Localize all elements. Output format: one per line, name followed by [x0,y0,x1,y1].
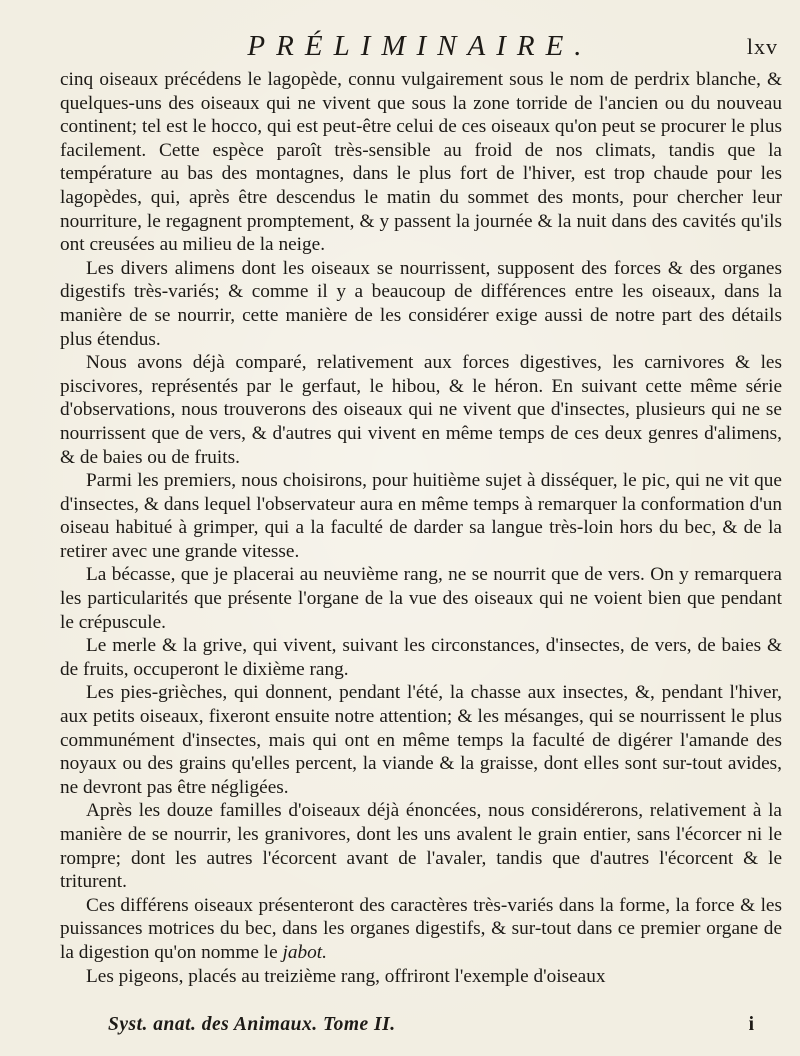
paragraph-9-italic-term: jabot. [282,941,327,963]
signature-mark: i [748,1014,754,1035]
signature-line: Syst. anat. des Animaux. Tome II. [108,1014,396,1035]
page-header [60,32,780,62]
paragraph-9-text: Ces différens oiseaux présenteront des caractères très-variés dans la forme, la force & les puissances motrices du bec, dans les organes digestifs, & sur-tout dans ce premier organe de la digestion qu'on nomme le [60,894,782,963]
paragraph-5: La bécasse, que je placerai au neuvième rang, ne se nourrit que de vers. On y remarquera les particularités que présente l'organe de la vue des oiseaux qui ne voient bien que pendant le crépuscule. [60,564,782,633]
paragraph-3: Nous avons déjà comparé, relativement aux forces digestives, les carnivores & les piscivores, représentés par le gerfaut, le hibou, & le héron. En suivant cette même série d'observations, nous trouverons des oiseaux qui ne vivent que d'insectes, plusieurs qui ne se nourrissent que de vers, & d'autres qui vivent en même temps de ces deux genres d'alimens, & de baies ou de fruits. [60,352,782,468]
paragraph-2: Les divers alimens dont les oiseaux se nourrissent, supposent des forces & des organes digestifs très-variés; & comme il y a beaucoup de différences entre les oiseaux, dans la manière de se nourrir, cette manière de les considérer exige aussi de notre part des détails plus étendus. [60,257,782,350]
paragraph-6: Le merle & la grive, qui vivent, suivant les circonstances, d'insectes, de vers, de baies & de fruits, occuperont le dixième rang. [60,635,782,680]
paragraph-8: Après les douze familles d'oiseaux déjà énoncées, nous considérerons, relativement à la manière de se nourrir, les granivores, dont les uns avalent le grain entier, sans l'écorcer ni le rompre; dont les autres l'écorcent avant de l'avaler, tandis que d'autres l'écorcent & le triturent. [60,800,782,893]
running-title: PRÉLIMINAIRE. [247,30,593,62]
paragraph-1: cinq oiseaux précédens le lagopède, connu vulgairement sous le nom de perdrix blanche, & quelques-uns des oiseaux qui ne vivent que sous la zone torride de l'ancien ou du nouveau continent; tel est le hocco, qui est peut-être celui de ces oiseaux qu'on peut se procurer le plus facilement. Cette espèce paroît très-sensible au froid de nos climats, tandis que la température au bas des montagnes, dans le plus fort de l'hiver, est trop chaude pour les lagopèdes, qui, après être descendus le matin du sommet des monts, pour chercher leur nourriture, le regagnent promptement, & y passent la journée & la nuit dans des cavités qu'ils ont creusées au milieu de la neige. [60,69,782,256]
page-footer [60,1014,782,1042]
page-number: lxv [746,34,778,59]
paragraph-10: Les pigeons, placés au treizième rang, offriront l'exemple d'oiseaux [86,965,606,987]
paragraph-4: Parmi les premiers, nous choisirons, pour huitième sujet à disséquer, le pic, qui ne vit que d'insectes, & dans lequel l'observateur aura en même temps à remarquer la conformation d'un oiseau habitué à grimper, qui a la faculté de darder sa langue très-loin hors du bec, & de la retirer avec une grande vitesse. [60,470,782,562]
paragraph-9 [60,894,782,965]
body-text [60,68,782,988]
paragraph-7: Les pies-grièches, qui donnent, pendant l'été, la chasse aux insectes, &, pendant l'hiver, aux petits oiseaux, fixeront ensuite notre attention; & les mésanges, qui se nourrissent le plus communément d'insectes, mais qui ont en même temps la faculté de digérer l'amande des noyaux ou des grains qu'elles percent, la viande & la graisse, dont elles sont sur-tout avides, ne devront pas être négligées. [60,682,782,798]
